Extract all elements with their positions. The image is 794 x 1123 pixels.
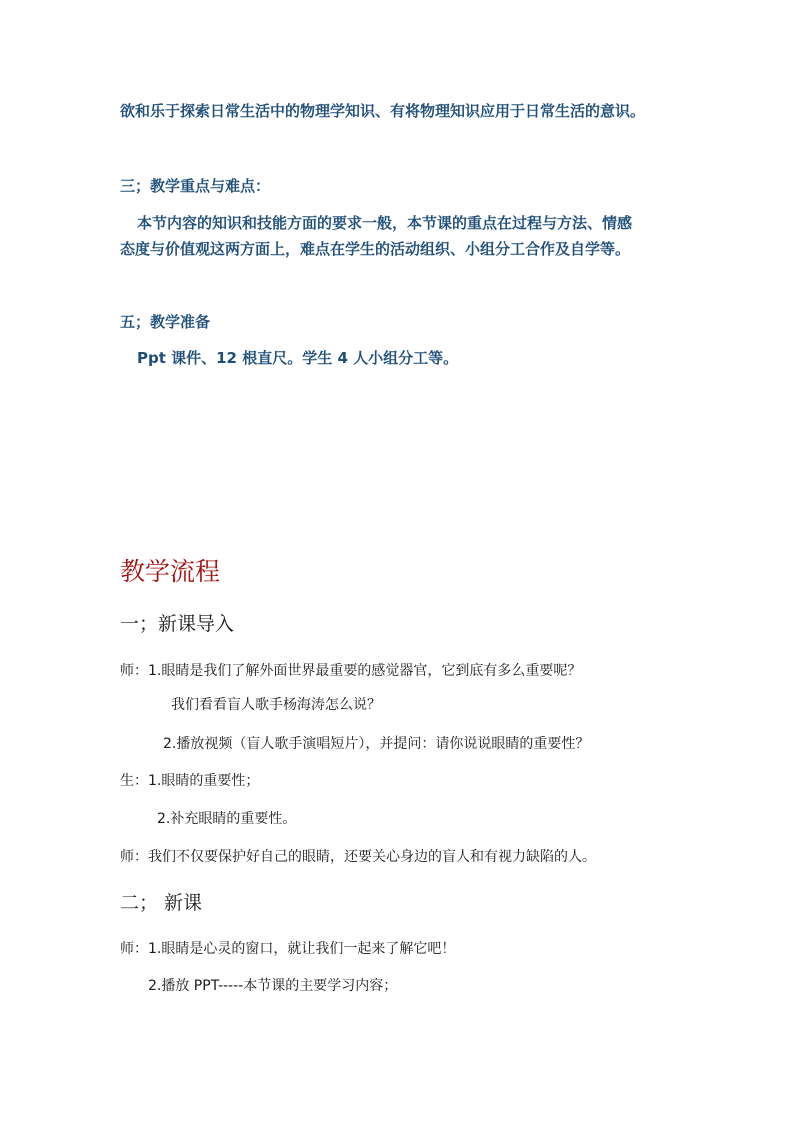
part1-line: 2.补充眼睛的重要性。 — [157, 811, 297, 827]
part2-heading: 二； 新课 — [120, 892, 203, 914]
section-five-para: Ppt 课件、12 根直尺。学生 4 人小组分工等。 — [137, 349, 459, 367]
part2-line: 师：1.眼睛是心灵的窗口，就让我们一起来了解它吧！ — [120, 941, 456, 957]
part1-line: 师：我们不仅要保护好自己的眼睛，还要关心身边的盲人和有视力缺陷的人。 — [120, 849, 596, 865]
section-five-heading: 五；教学准备 — [120, 313, 211, 331]
part1-line: 2.播放视频（盲人歌手演唱短片），并提问：请你说说眼睛的重要性？ — [163, 736, 590, 752]
part2-line: 2.播放 PPT-----本节课的主要学习内容； — [148, 978, 398, 994]
part1-heading: 一；新课导入 — [120, 613, 235, 635]
flow-title: 教学流程 — [120, 557, 221, 586]
section-three-heading: 三；教学重点与难点： — [120, 177, 271, 195]
part1-line: 我们看看盲人歌手杨海涛怎么说？ — [171, 697, 381, 713]
part1-line: 师：1.眼睛是我们了解外面世界最重要的感觉器官，它到底有多么重要呢？ — [120, 663, 582, 679]
part1-line: 生：1.眼睛的重要性； — [120, 773, 260, 789]
section-three-para-line2: 态度与价值观这两方面上，难点在学生的活动组织、小组分工合作及自学等。 — [120, 240, 631, 258]
goal-line: 欲和乐于探索日常生活中的物理学知识、有将物理知识应用于日常生活的意识。 — [120, 102, 646, 120]
section-three-para-line1: 本节内容的知识和技能方面的要求一般，本节课的重点在过程与方法、情感 — [137, 214, 633, 232]
